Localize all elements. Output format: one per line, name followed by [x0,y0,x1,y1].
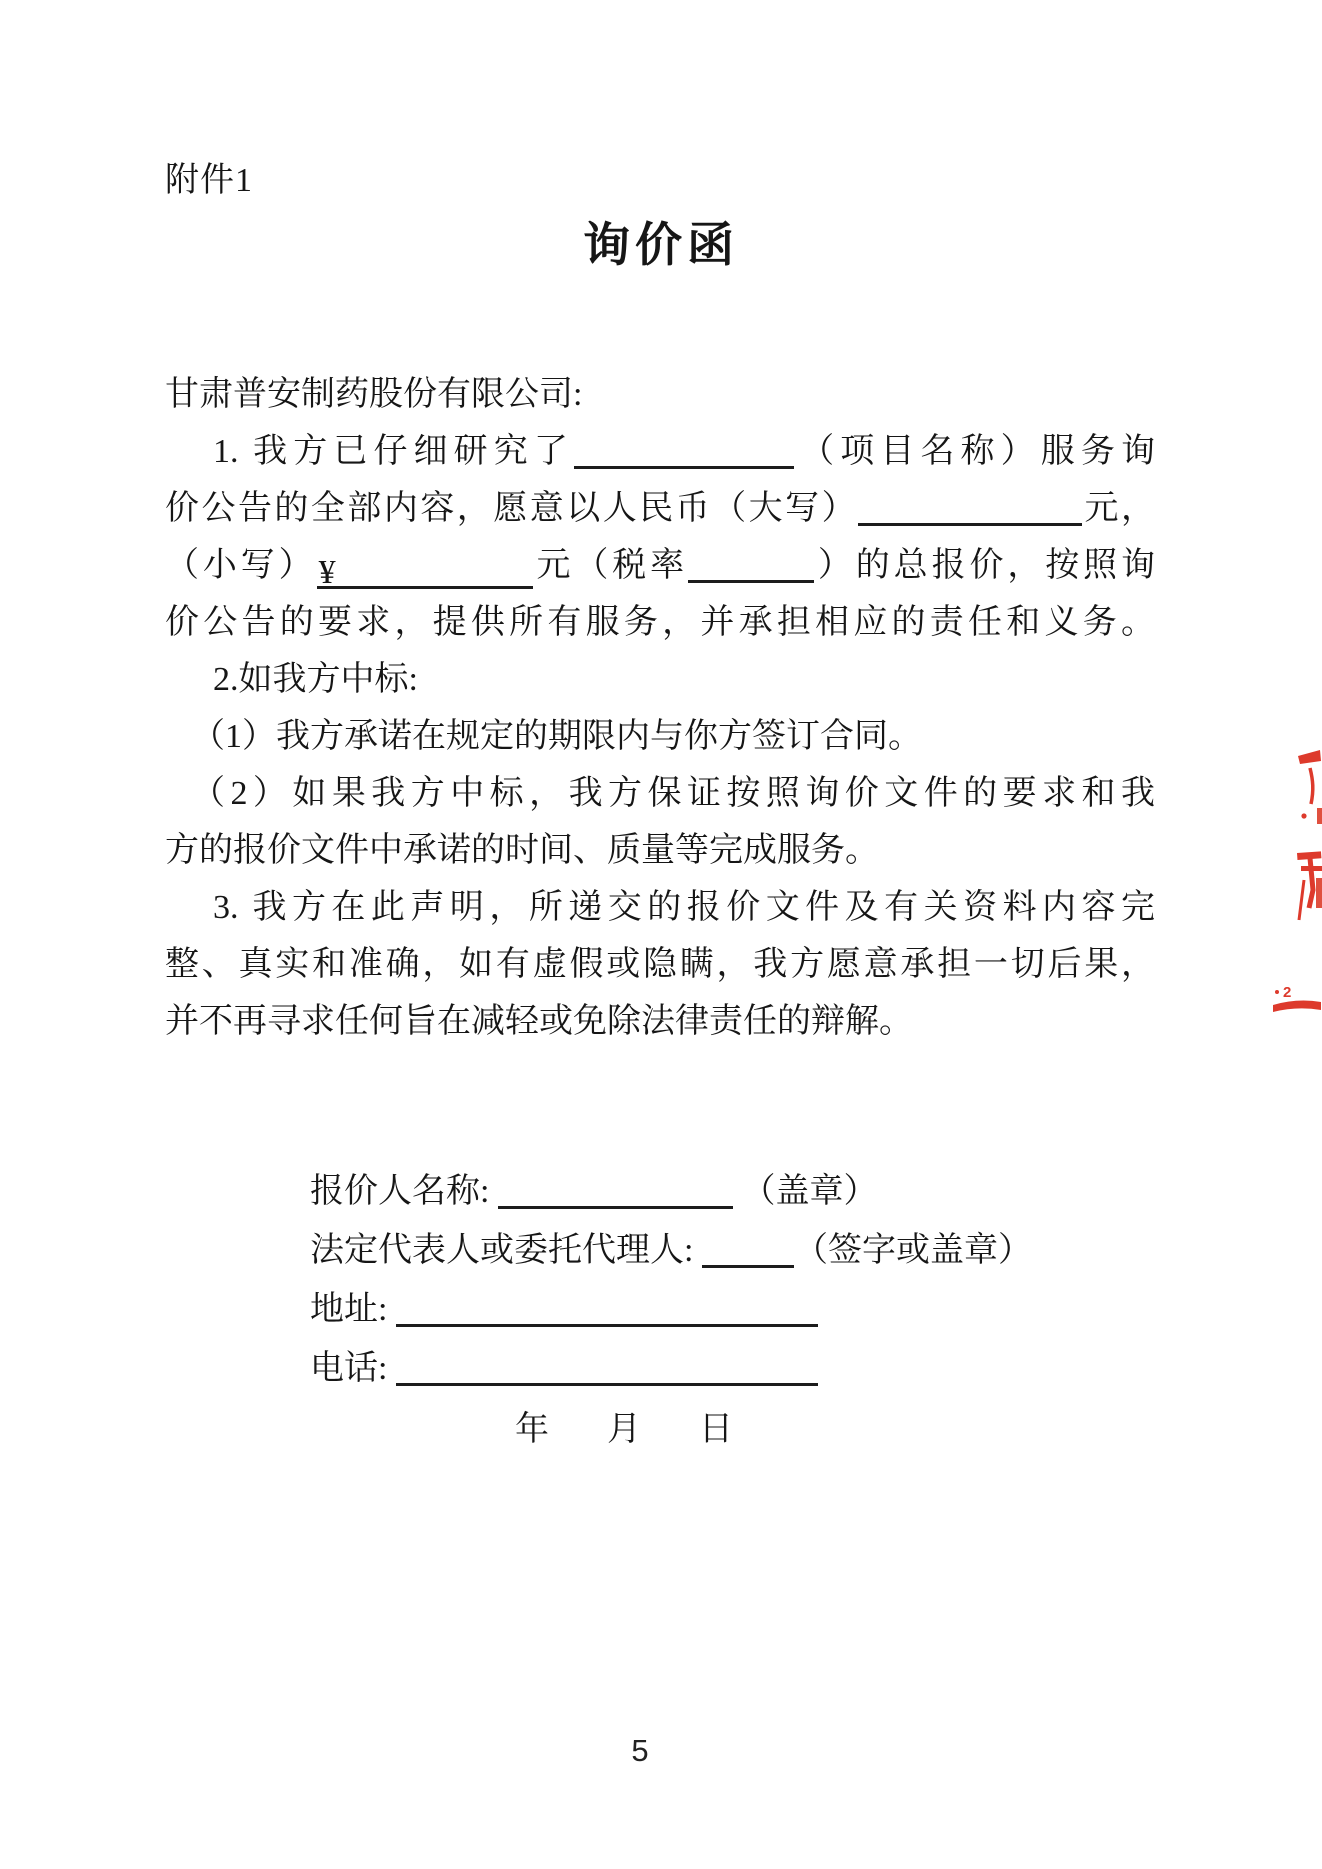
para1-line1 [165,423,1155,480]
phone-label: 电话: [310,1350,388,1387]
project-name-blank [574,436,794,469]
para1-line3 [165,537,1155,594]
amount-in-figures-blank [317,556,533,589]
signature-block [310,1162,1070,1459]
para2-item1: （1）我方承诺在规定的期限内与你方签订合同。 [191,718,922,755]
legal-representative-label: 法定代表人或委托代理人: [310,1232,694,1269]
document-body [165,366,1155,1050]
para1-line2-text-a: 价公告的全部内容，愿意以人民币（大写） [165,490,859,527]
bidder-name-row [310,1162,1070,1221]
red-stamp-fragment-top [1295,748,1322,830]
date-day-label: 日 [699,1411,733,1448]
para2-heading: 2.如我方中标: [213,661,418,698]
amount-in-words-blank [858,493,1082,526]
legal-representative-blank [702,1235,794,1268]
address-row [310,1280,1070,1339]
para3-line2: 整、真实和准确，如有虚假或隐瞒，我方愿意承担一切后果， [165,946,1155,983]
para2-item2-line1: （2）如果我方中标，我方保证按照询价文件的要求和我 [191,775,1155,812]
tax-rate-blank [688,550,814,583]
phone-blank [396,1353,818,1386]
para1-line4: 价公告的要求，提供所有服务，并承担相应的责任和义务。 [165,604,1155,641]
para3-line1: 3. 我方在此声明，所递交的报价文件及有关资料内容完 [213,889,1155,926]
date-year-label: 年 [515,1411,549,1448]
address-blank [396,1294,818,1327]
date-line [310,1400,1070,1459]
bidder-name-label: 报价人名称: [310,1173,490,1210]
attachment-label: 附件1 [165,162,253,199]
phone-row [310,1339,1070,1398]
para2-item2-line2: 方的报价文件中承诺的时间、质量等完成服务。 [165,832,879,869]
date-month-label: 月 [607,1411,641,1448]
address-label: 地址: [310,1291,388,1328]
legal-representative-row [310,1221,1070,1280]
bidder-name-blank [498,1176,733,1209]
page-number: 5 [631,1733,649,1768]
para1-line3-text-b: 元（税率 [532,547,689,584]
currency-symbol: ¥ [318,554,336,591]
para1-line3-text-c: ）的总报价，按照询 [814,547,1156,584]
para1-line2 [165,480,1155,537]
para1-line1-text-b: （项目名称）服务询 [794,433,1155,470]
para3-line3: 并不再寻求任何旨在减轻或免除法律责任的辩解。 [165,1003,913,1040]
para1-line1-text-a: 1. 我方已仔细研究了 [213,433,574,470]
red-stamp-fragment-bottom [1272,978,1322,1016]
salutation: 甘肃普安制药股份有限公司: [165,376,583,413]
para1-line3-text-a: （小写） [165,547,317,584]
stamp-digit: 2 [1283,984,1292,1001]
sign-or-seal-note: （签字或盖章） [793,1232,1032,1269]
para1-line2-text-b: 元， [1082,490,1155,527]
document-title: 询价函 [583,220,739,272]
red-stamp-fragment-middle [1292,850,1322,926]
seal-note: （盖章） [741,1173,878,1210]
